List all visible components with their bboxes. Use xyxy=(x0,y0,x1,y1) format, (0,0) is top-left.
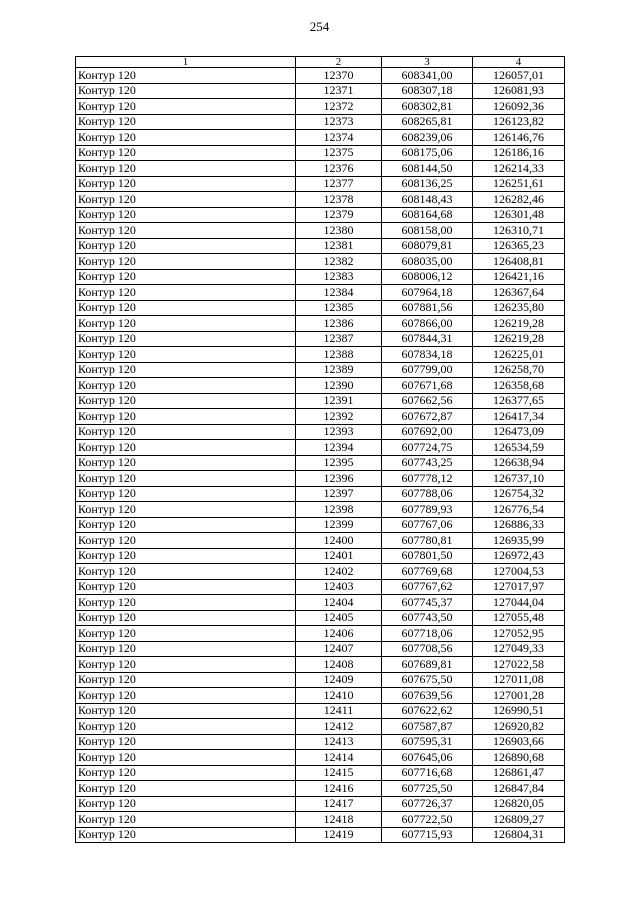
y-coordinate-cell: 127011,08 xyxy=(473,672,565,688)
y-coordinate-cell: 126820,05 xyxy=(473,796,565,812)
x-coordinate-cell: 607639,56 xyxy=(382,688,473,704)
x-coordinate-cell: 607645,06 xyxy=(382,750,473,766)
y-coordinate-cell: 126358,68 xyxy=(473,378,565,394)
y-coordinate-cell: 126057,01 xyxy=(473,68,565,84)
point-number-cell: 12377 xyxy=(296,176,382,192)
contour-name-cell: Контур 120 xyxy=(76,486,296,502)
y-coordinate-cell: 126534,59 xyxy=(473,440,565,456)
point-number-cell: 12387 xyxy=(296,331,382,347)
table-row xyxy=(76,486,565,502)
point-number-cell: 12394 xyxy=(296,440,382,456)
point-number-cell: 12381 xyxy=(296,238,382,254)
y-coordinate-cell: 126847,84 xyxy=(473,781,565,797)
column-header-3: 3 xyxy=(382,57,473,68)
table-row xyxy=(76,564,565,580)
column-header-1: 1 xyxy=(76,57,296,68)
contour-name-cell: Контур 120 xyxy=(76,641,296,657)
contour-name-cell: Контур 120 xyxy=(76,827,296,843)
x-coordinate-cell: 607788,06 xyxy=(382,486,473,502)
table-row xyxy=(76,502,565,518)
y-coordinate-cell: 126367,64 xyxy=(473,285,565,301)
point-number-cell: 12406 xyxy=(296,626,382,642)
y-coordinate-cell: 126890,68 xyxy=(473,750,565,766)
x-coordinate-cell: 608136,25 xyxy=(382,176,473,192)
contour-name-cell: Контур 120 xyxy=(76,362,296,378)
y-coordinate-cell: 126809,27 xyxy=(473,812,565,828)
y-coordinate-cell: 126990,51 xyxy=(473,703,565,719)
contour-name-cell: Контур 120 xyxy=(76,285,296,301)
table-row xyxy=(76,83,565,99)
point-number-cell: 12396 xyxy=(296,471,382,487)
contour-name-cell: Контур 120 xyxy=(76,688,296,704)
x-coordinate-cell: 607767,62 xyxy=(382,579,473,595)
contour-name-cell: Контур 120 xyxy=(76,579,296,595)
x-coordinate-cell: 607689,81 xyxy=(382,657,473,673)
x-coordinate-cell: 607722,50 xyxy=(382,812,473,828)
point-number-cell: 12389 xyxy=(296,362,382,378)
table-row xyxy=(76,455,565,471)
point-number-cell: 12392 xyxy=(296,409,382,425)
table-row xyxy=(76,812,565,828)
table-row xyxy=(76,548,565,564)
point-number-cell: 12403 xyxy=(296,579,382,595)
y-coordinate-cell: 127049,33 xyxy=(473,641,565,657)
y-coordinate-cell: 126146,76 xyxy=(473,130,565,146)
table-row xyxy=(76,517,565,533)
y-coordinate-cell: 126972,43 xyxy=(473,548,565,564)
x-coordinate-cell: 607799,00 xyxy=(382,362,473,378)
y-coordinate-cell: 126903,66 xyxy=(473,734,565,750)
point-number-cell: 12386 xyxy=(296,316,382,332)
table-row xyxy=(76,269,565,285)
y-coordinate-cell: 126886,33 xyxy=(473,517,565,533)
x-coordinate-cell: 607767,06 xyxy=(382,517,473,533)
x-coordinate-cell: 607778,12 xyxy=(382,471,473,487)
table-row xyxy=(76,750,565,766)
table-row xyxy=(76,579,565,595)
table-row xyxy=(76,533,565,549)
x-coordinate-cell: 607715,93 xyxy=(382,827,473,843)
table-row xyxy=(76,440,565,456)
table-row xyxy=(76,703,565,719)
point-number-cell: 12418 xyxy=(296,812,382,828)
x-coordinate-cell: 608302,81 xyxy=(382,99,473,115)
contour-name-cell: Контур 120 xyxy=(76,781,296,797)
table-row xyxy=(76,285,565,301)
x-coordinate-cell: 608175,06 xyxy=(382,145,473,161)
point-number-cell: 12416 xyxy=(296,781,382,797)
point-number-cell: 12375 xyxy=(296,145,382,161)
page-number: 254 xyxy=(309,19,330,34)
table-row xyxy=(76,672,565,688)
table-row xyxy=(76,595,565,611)
contour-name-cell: Контур 120 xyxy=(76,610,296,626)
contour-name-cell: Контур 120 xyxy=(76,130,296,146)
x-coordinate-cell: 607587,87 xyxy=(382,719,473,735)
x-coordinate-cell: 607801,50 xyxy=(382,548,473,564)
x-coordinate-cell: 607866,00 xyxy=(382,316,473,332)
contour-name-cell: Контур 120 xyxy=(76,657,296,673)
point-number-cell: 12408 xyxy=(296,657,382,673)
table-row xyxy=(76,424,565,440)
y-coordinate-cell: 126301,48 xyxy=(473,207,565,223)
y-coordinate-cell: 126417,34 xyxy=(473,409,565,425)
x-coordinate-cell: 608006,12 xyxy=(382,269,473,285)
contour-name-cell: Контур 120 xyxy=(76,440,296,456)
x-coordinate-cell: 608079,81 xyxy=(382,238,473,254)
point-number-cell: 12373 xyxy=(296,114,382,130)
point-number-cell: 12409 xyxy=(296,672,382,688)
table-row xyxy=(76,393,565,409)
x-coordinate-cell: 607964,18 xyxy=(382,285,473,301)
x-coordinate-cell: 607834,18 xyxy=(382,347,473,363)
contour-name-cell: Контур 120 xyxy=(76,455,296,471)
y-coordinate-cell: 127017,97 xyxy=(473,579,565,595)
point-number-cell: 12401 xyxy=(296,548,382,564)
y-coordinate-cell: 127052,95 xyxy=(473,626,565,642)
x-coordinate-cell: 607716,68 xyxy=(382,765,473,781)
table-row xyxy=(76,207,565,223)
contour-name-cell: Контур 120 xyxy=(76,719,296,735)
y-coordinate-cell: 126473,09 xyxy=(473,424,565,440)
x-coordinate-cell: 607881,56 xyxy=(382,300,473,316)
x-coordinate-cell: 608148,43 xyxy=(382,192,473,208)
point-number-cell: 12415 xyxy=(296,765,382,781)
y-coordinate-cell: 126225,01 xyxy=(473,347,565,363)
contour-name-cell: Контур 120 xyxy=(76,409,296,425)
point-number-cell: 12384 xyxy=(296,285,382,301)
x-coordinate-cell: 607780,81 xyxy=(382,533,473,549)
y-coordinate-cell: 126365,23 xyxy=(473,238,565,254)
table-row xyxy=(76,827,565,843)
y-coordinate-cell: 126258,70 xyxy=(473,362,565,378)
contour-name-cell: Контур 120 xyxy=(76,114,296,130)
table-row xyxy=(76,238,565,254)
x-coordinate-cell: 607726,37 xyxy=(382,796,473,812)
table-row xyxy=(76,641,565,657)
table-row xyxy=(76,130,565,146)
contour-name-cell: Контур 120 xyxy=(76,595,296,611)
y-coordinate-cell: 126219,28 xyxy=(473,331,565,347)
x-coordinate-cell: 608035,00 xyxy=(382,254,473,270)
contour-name-cell: Контур 120 xyxy=(76,471,296,487)
table-row xyxy=(76,176,565,192)
y-coordinate-cell: 126214,33 xyxy=(473,161,565,177)
contour-name-cell: Контур 120 xyxy=(76,548,296,564)
y-coordinate-cell: 126186,16 xyxy=(473,145,565,161)
point-number-cell: 12395 xyxy=(296,455,382,471)
x-coordinate-cell: 607724,75 xyxy=(382,440,473,456)
point-number-cell: 12404 xyxy=(296,595,382,611)
y-coordinate-cell: 126251,61 xyxy=(473,176,565,192)
contour-name-cell: Контур 120 xyxy=(76,83,296,99)
contour-name-cell: Контур 120 xyxy=(76,502,296,518)
table-row xyxy=(76,316,565,332)
x-coordinate-cell: 608307,18 xyxy=(382,83,473,99)
contour-name-cell: Контур 120 xyxy=(76,393,296,409)
contour-name-cell: Контур 120 xyxy=(76,207,296,223)
contour-name-cell: Контур 120 xyxy=(76,99,296,115)
x-coordinate-cell: 608239,06 xyxy=(382,130,473,146)
table-row xyxy=(76,99,565,115)
x-coordinate-cell: 607718,06 xyxy=(382,626,473,642)
x-coordinate-cell: 608164,68 xyxy=(382,207,473,223)
x-coordinate-cell: 607671,68 xyxy=(382,378,473,394)
point-number-cell: 12388 xyxy=(296,347,382,363)
point-number-cell: 12417 xyxy=(296,796,382,812)
point-number-cell: 12413 xyxy=(296,734,382,750)
contour-name-cell: Контур 120 xyxy=(76,269,296,285)
y-coordinate-cell: 126310,71 xyxy=(473,223,565,239)
y-coordinate-cell: 126421,16 xyxy=(473,269,565,285)
y-coordinate-cell: 126219,28 xyxy=(473,316,565,332)
x-coordinate-cell: 607675,50 xyxy=(382,672,473,688)
x-coordinate-cell: 607692,00 xyxy=(382,424,473,440)
table-row xyxy=(76,610,565,626)
y-coordinate-cell: 127001,28 xyxy=(473,688,565,704)
y-coordinate-cell: 127055,48 xyxy=(473,610,565,626)
point-number-cell: 12405 xyxy=(296,610,382,626)
y-coordinate-cell: 126081,93 xyxy=(473,83,565,99)
point-number-cell: 12382 xyxy=(296,254,382,270)
point-number-cell: 12419 xyxy=(296,827,382,843)
x-coordinate-cell: 607745,37 xyxy=(382,595,473,611)
table-body xyxy=(76,68,565,843)
contour-name-cell: Контур 120 xyxy=(76,734,296,750)
point-number-cell: 12398 xyxy=(296,502,382,518)
table-row xyxy=(76,114,565,130)
point-number-cell: 12379 xyxy=(296,207,382,223)
contour-name-cell: Контур 120 xyxy=(76,750,296,766)
point-number-cell: 12374 xyxy=(296,130,382,146)
contour-name-cell: Контур 120 xyxy=(76,145,296,161)
x-coordinate-cell: 607769,68 xyxy=(382,564,473,580)
contour-name-cell: Контур 120 xyxy=(76,564,296,580)
contour-name-cell: Контур 120 xyxy=(76,517,296,533)
table-row xyxy=(76,378,565,394)
contour-name-cell: Контур 120 xyxy=(76,347,296,363)
x-coordinate-cell: 607725,50 xyxy=(382,781,473,797)
y-coordinate-cell: 126737,10 xyxy=(473,471,565,487)
table-row xyxy=(76,796,565,812)
table-row xyxy=(76,331,565,347)
contour-name-cell: Контур 120 xyxy=(76,626,296,642)
y-coordinate-cell: 126408,81 xyxy=(473,254,565,270)
point-number-cell: 12393 xyxy=(296,424,382,440)
contour-name-cell: Контур 120 xyxy=(76,424,296,440)
y-coordinate-cell: 127044,04 xyxy=(473,595,565,611)
y-coordinate-cell: 127022,58 xyxy=(473,657,565,673)
table-row xyxy=(76,657,565,673)
table-header xyxy=(76,57,565,68)
point-number-cell: 12407 xyxy=(296,641,382,657)
point-number-cell: 12390 xyxy=(296,378,382,394)
point-number-cell: 12385 xyxy=(296,300,382,316)
table-row xyxy=(76,626,565,642)
point-number-cell: 12397 xyxy=(296,486,382,502)
table-row xyxy=(76,781,565,797)
table-row xyxy=(76,223,565,239)
table-row xyxy=(76,362,565,378)
point-number-cell: 12412 xyxy=(296,719,382,735)
x-coordinate-cell: 607708,56 xyxy=(382,641,473,657)
x-coordinate-cell: 608341,00 xyxy=(382,68,473,84)
point-number-cell: 12400 xyxy=(296,533,382,549)
table-row xyxy=(76,68,565,84)
contour-name-cell: Контур 120 xyxy=(76,331,296,347)
contour-name-cell: Контур 120 xyxy=(76,192,296,208)
contour-name-cell: Контур 120 xyxy=(76,300,296,316)
contour-name-cell: Контур 120 xyxy=(76,238,296,254)
point-number-cell: 12391 xyxy=(296,393,382,409)
contour-name-cell: Контур 120 xyxy=(76,176,296,192)
point-number-cell: 12410 xyxy=(296,688,382,704)
contour-name-cell: Контур 120 xyxy=(76,672,296,688)
y-coordinate-cell: 126638,94 xyxy=(473,455,565,471)
point-number-cell: 12376 xyxy=(296,161,382,177)
contour-name-cell: Контур 120 xyxy=(76,378,296,394)
contour-name-cell: Контур 120 xyxy=(76,765,296,781)
x-coordinate-cell: 607622,62 xyxy=(382,703,473,719)
x-coordinate-cell: 608265,81 xyxy=(382,114,473,130)
y-coordinate-cell: 126282,46 xyxy=(473,192,565,208)
contour-name-cell: Контур 120 xyxy=(76,812,296,828)
point-number-cell: 12378 xyxy=(296,192,382,208)
table-row xyxy=(76,719,565,735)
column-header-4: 4 xyxy=(473,57,565,68)
y-coordinate-cell: 127004,53 xyxy=(473,564,565,580)
header-row xyxy=(76,57,565,68)
table-row xyxy=(76,765,565,781)
coordinates-table xyxy=(75,56,565,843)
y-coordinate-cell: 126123,82 xyxy=(473,114,565,130)
table-row xyxy=(76,688,565,704)
point-number-cell: 12372 xyxy=(296,99,382,115)
table-row xyxy=(76,347,565,363)
table-row xyxy=(76,145,565,161)
point-number-cell: 12402 xyxy=(296,564,382,580)
point-number-cell: 12399 xyxy=(296,517,382,533)
x-coordinate-cell: 607844,31 xyxy=(382,331,473,347)
column-header-2: 2 xyxy=(296,57,382,68)
y-coordinate-cell: 126935,99 xyxy=(473,533,565,549)
table-row xyxy=(76,734,565,750)
y-coordinate-cell: 126235,80 xyxy=(473,300,565,316)
y-coordinate-cell: 126804,31 xyxy=(473,827,565,843)
x-coordinate-cell: 607595,31 xyxy=(382,734,473,750)
y-coordinate-cell: 126861,47 xyxy=(473,765,565,781)
y-coordinate-cell: 126092,36 xyxy=(473,99,565,115)
contour-name-cell: Контур 120 xyxy=(76,254,296,270)
y-coordinate-cell: 126754,32 xyxy=(473,486,565,502)
contour-name-cell: Контур 120 xyxy=(76,161,296,177)
table-row xyxy=(76,471,565,487)
point-number-cell: 12370 xyxy=(296,68,382,84)
contour-name-cell: Контур 120 xyxy=(76,316,296,332)
y-coordinate-cell: 126776,54 xyxy=(473,502,565,518)
table-row xyxy=(76,254,565,270)
point-number-cell: 12380 xyxy=(296,223,382,239)
point-number-cell: 12414 xyxy=(296,750,382,766)
x-coordinate-cell: 607789,93 xyxy=(382,502,473,518)
table-row xyxy=(76,300,565,316)
table-row xyxy=(76,161,565,177)
x-coordinate-cell: 607672,87 xyxy=(382,409,473,425)
y-coordinate-cell: 126377,65 xyxy=(473,393,565,409)
point-number-cell: 12411 xyxy=(296,703,382,719)
x-coordinate-cell: 607743,25 xyxy=(382,455,473,471)
contour-name-cell: Контур 120 xyxy=(76,703,296,719)
contour-name-cell: Контур 120 xyxy=(76,68,296,84)
x-coordinate-cell: 608158,00 xyxy=(382,223,473,239)
x-coordinate-cell: 607743,50 xyxy=(382,610,473,626)
table-row xyxy=(76,409,565,425)
contour-name-cell: Контур 120 xyxy=(76,223,296,239)
x-coordinate-cell: 607662,56 xyxy=(382,393,473,409)
point-number-cell: 12383 xyxy=(296,269,382,285)
table-row xyxy=(76,192,565,208)
x-coordinate-cell: 608144,50 xyxy=(382,161,473,177)
y-coordinate-cell: 126920,82 xyxy=(473,719,565,735)
contour-name-cell: Контур 120 xyxy=(76,533,296,549)
point-number-cell: 12371 xyxy=(296,83,382,99)
contour-name-cell: Контур 120 xyxy=(76,796,296,812)
